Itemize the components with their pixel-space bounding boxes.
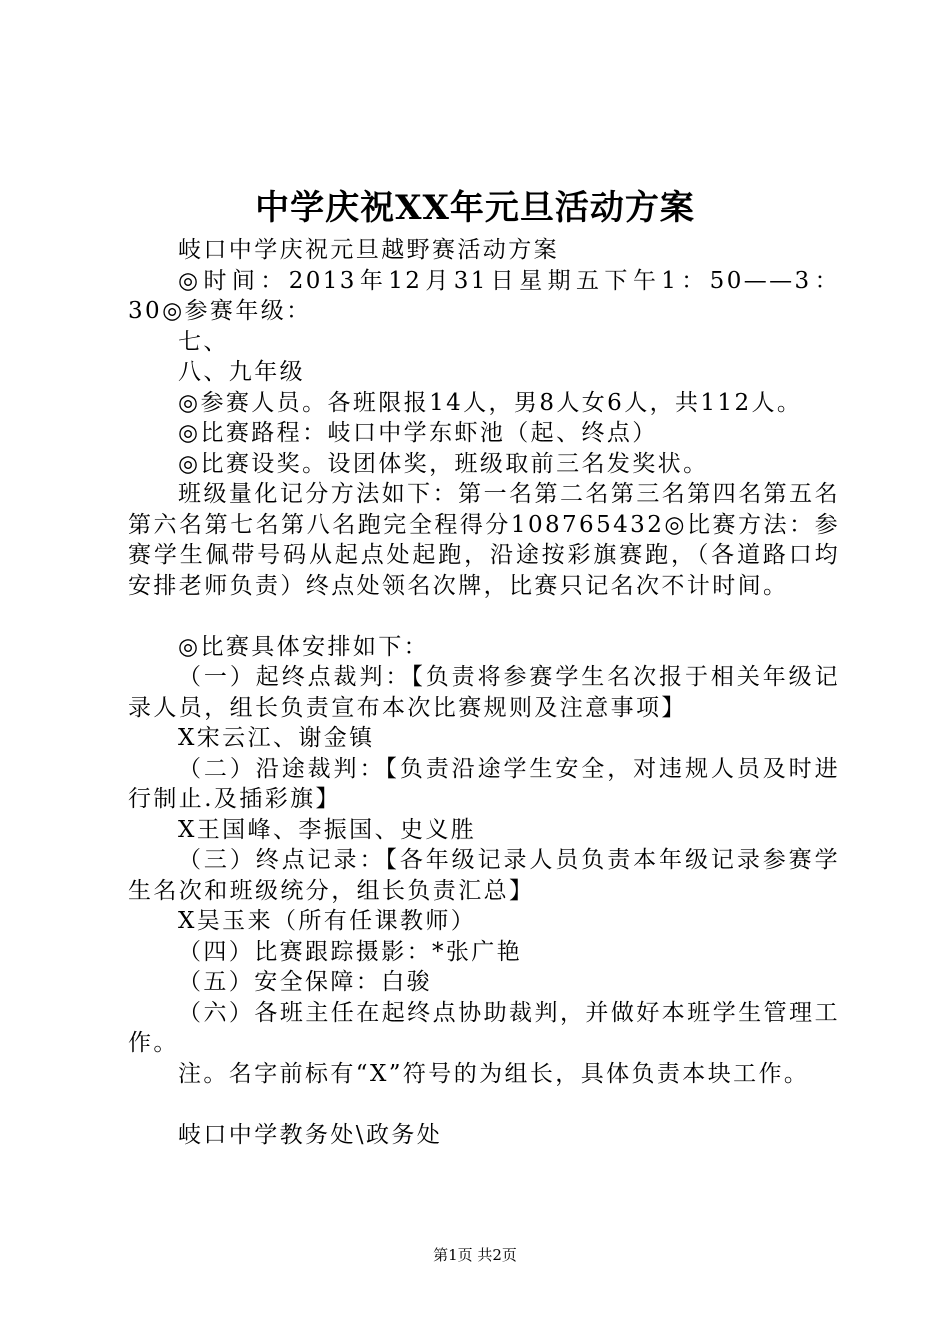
paragraph-spacer (128, 601, 840, 632)
paragraph-spacer (128, 1089, 840, 1120)
paragraph-participants: ◎参赛人员。各班限报14人，男8人女6人，共112人。 (178, 389, 803, 416)
paragraph-finish-record-staff: X吴玉来（所有任课教师） (178, 908, 477, 934)
paragraph-finish-record: （三）终点记录：【各年级记录人员负责本年级记录参赛学生名次和班级统分，组长负责汇总】 (128, 847, 840, 904)
paragraph-grade-8-9: 八、九年级 (178, 359, 305, 385)
paragraph-photography: （四）比赛跟踪摄影：*张广艳 (178, 938, 523, 965)
paragraph-start-finish-referee: （一）起终点裁判：【负责将参赛学生名次报于相关年级记录人员，组长负责宣布本次比赛规则及注意事项】 (128, 664, 840, 721)
document-title: 中学庆祝XX年元旦活动方案 (255, 188, 695, 228)
paragraph-grade-7: 七、 (178, 328, 229, 355)
paragraph-subtitle: 岐口中学庆祝元旦越野赛活动方案 (178, 237, 559, 263)
paragraph-route-staff: X王国峰、李振国、史义胜 (178, 816, 477, 843)
paragraph-note: 注。名字前标有“X”符号的为组长，具体负责本块工作。 (178, 1060, 810, 1087)
paragraph-class-teachers: （六）各班主任在起终点协助裁判，并做好本班学生管理工作。 (128, 999, 840, 1056)
page-number-footer: 第1页 共2页 (433, 1246, 517, 1264)
paragraph-awards: ◎比赛设奖。设团体奖，班级取前三名发奖状。 (178, 450, 709, 477)
paragraph-arrangement-heading: ◎比赛具体安排如下： (178, 633, 430, 660)
paragraph-safety: （五）安全保障：白骏 (178, 969, 432, 995)
paragraph-signature: 岐口中学教务处\政务处 (178, 1121, 443, 1148)
paragraph-start-finish-staff: X宋云江、谢金镇 (178, 725, 375, 751)
paragraph-scoring-method: 班级量化记分方法如下：第一名第二名第三名第四名第五名第六名第七名第八名跑完全程得分108765432◎比赛方法：参赛学生佩带号码从起点处起跑，沿途按彩旗赛跑，（各道路口均安排老师负责）终点处领名次牌，比赛只记名次不计时间。 (128, 481, 840, 599)
paragraph-time: ◎时间：2013年12月31日星期五下午1：50——3：30◎参赛年级： (128, 267, 840, 324)
paragraph-route: ◎比赛路程：岐口中学东虾池（起、终点） (178, 420, 658, 446)
paragraph-route-referee: （二）沿途裁判：【负责沿途学生安全，对违规人员及时进行制止.及插彩旗】 (128, 755, 840, 812)
document-body (128, 235, 840, 1150)
